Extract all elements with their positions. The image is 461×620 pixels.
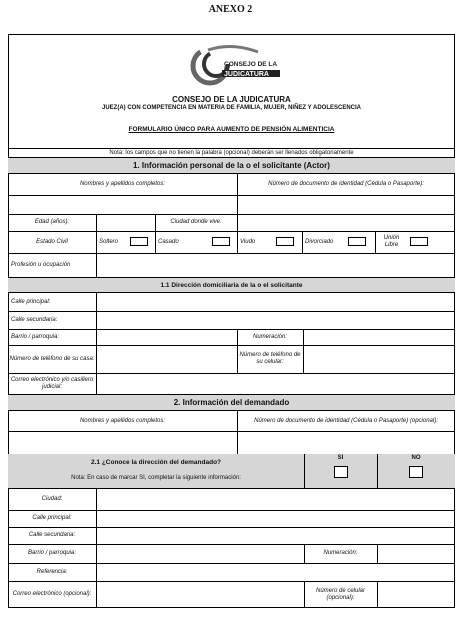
no-label: NO (411, 455, 421, 461)
age-label: Edad (años): (34, 219, 70, 225)
email-label: Correo electrónico y/o casillero judicial: (10, 376, 94, 390)
civil-divorced-checkbox[interactable] (348, 237, 366, 246)
profession-label: Profesión u ocupación (11, 261, 71, 268)
reference-field[interactable] (96, 563, 455, 581)
defendant-neighborhood-field[interactable] (96, 544, 304, 563)
main-street-field[interactable] (96, 293, 455, 311)
defendant-secondary-street-label: Calle secundaria: (28, 532, 76, 538)
actor-id-field[interactable] (237, 195, 455, 214)
civil-widowed-checkbox[interactable] (276, 237, 294, 246)
section1-title: 1. Información personal de la o el solicitante (Actor) (8, 157, 455, 174)
civil-option-label: Divorciado (305, 238, 334, 245)
age-field[interactable] (96, 214, 155, 231)
defendant-email-field[interactable] (96, 581, 304, 608)
no-checkbox[interactable] (409, 466, 423, 478)
defendant-cell-label: Número de celular (opcional): (315, 587, 366, 601)
civil-option-label: Unión Libre (383, 235, 400, 248)
number-field[interactable] (303, 329, 455, 345)
judicatura-logo (188, 44, 284, 88)
secondary-street-field[interactable] (96, 311, 455, 329)
defendant-secondary-street-field[interactable] (96, 527, 455, 544)
defendant-main-street-label: Calle principal: (32, 515, 72, 521)
defendant-id-label: Número de documento de identidad (Cédula o Pasaporte) (opcional): (254, 417, 438, 424)
civil-married-checkbox[interactable] (212, 237, 230, 246)
main-street-label: Calle principal: (11, 298, 51, 305)
cell-phone-field[interactable] (303, 345, 455, 373)
defendant-email-label: Correo electrónico (opcional): (12, 591, 92, 597)
logo-line1: CONSEJO DE LA (224, 61, 278, 68)
city-label: Ciudad donde vive: (170, 219, 222, 225)
header-title: CONSEJO DE LA JUDICATURA (172, 95, 291, 104)
annex-title: ANEXO 2 (208, 4, 253, 15)
cell-phone-label: Número de teléfono de su celular: (239, 352, 301, 365)
reference-label: Referencia: (36, 568, 68, 575)
email-field[interactable] (96, 373, 455, 394)
home-phone-label: Número de teléfono de su casa: (9, 355, 95, 362)
actor-id-label: Número de documento de identidad (Cédula o Pasaporte): (268, 181, 424, 187)
civil-single-checkbox[interactable] (130, 237, 148, 246)
yes-label: SI (337, 455, 344, 461)
defendant-number-label: Numeración: (323, 550, 358, 556)
profession-field[interactable] (96, 253, 455, 277)
defendant-name-field[interactable] (8, 431, 237, 454)
section11-title: 1.1 Dirección domiciliaria de la o el solicitante (8, 277, 455, 293)
civil-option-label: Viudo (240, 238, 256, 245)
civil-union-checkbox[interactable] (410, 237, 428, 246)
civil-option-label: Casado (158, 238, 179, 245)
yes-checkbox[interactable] (334, 466, 348, 478)
actor-name-label: Nombres y apellidos completos: (79, 181, 166, 187)
defendant-neighborhood-label: Barrio / parroquia: (27, 550, 77, 556)
actor-name-field[interactable] (8, 195, 237, 214)
section21-question: 2.1 ¿Conoce la dirección del demandado? (90, 459, 222, 466)
neighborhood-label: Barrio / parroquia: (11, 333, 60, 340)
civil-status-label: Estado Civil (36, 238, 68, 245)
defendant-city-field[interactable] (96, 488, 455, 510)
logo-line2: JUDICATURA (224, 71, 269, 78)
number-label: Numeración: (252, 333, 287, 340)
defendant-name-label: Nombres y apellidos completos: (79, 417, 166, 424)
city-field[interactable] (237, 214, 455, 231)
civil-option-label: Soltero (99, 238, 119, 245)
header-subtitle: JUEZ(A) CON COMPETENCIA EN MATERIA DE FAMILIA, MUJER, NIÑEZ Y ADOLESCENCIA (101, 105, 361, 111)
home-phone-field[interactable] (96, 345, 237, 373)
neighborhood-field[interactable] (96, 329, 237, 345)
form-note: Nota: los campos que no tienen la palabra (opcional) deberán ser llenados obligatoriamente (8, 148, 455, 157)
defendant-main-street-field[interactable] (96, 510, 455, 527)
defendant-city-label: Ciudad: (41, 495, 63, 502)
form-title: FORMULARIO ÚNICO PARA AUMENTO DE PENSIÓN ALIMENTICIA (128, 126, 335, 133)
section2-title: 2. Información del demandado (8, 394, 455, 411)
defendant-number-field[interactable] (377, 544, 455, 563)
defendant-cell-field[interactable] (377, 581, 455, 608)
defendant-id-field[interactable] (237, 431, 455, 454)
secondary-street-label: Calle secundaria: (11, 316, 58, 323)
section21-note: Nota: En caso de marcar SI, completar la siguiente información: (71, 475, 241, 481)
